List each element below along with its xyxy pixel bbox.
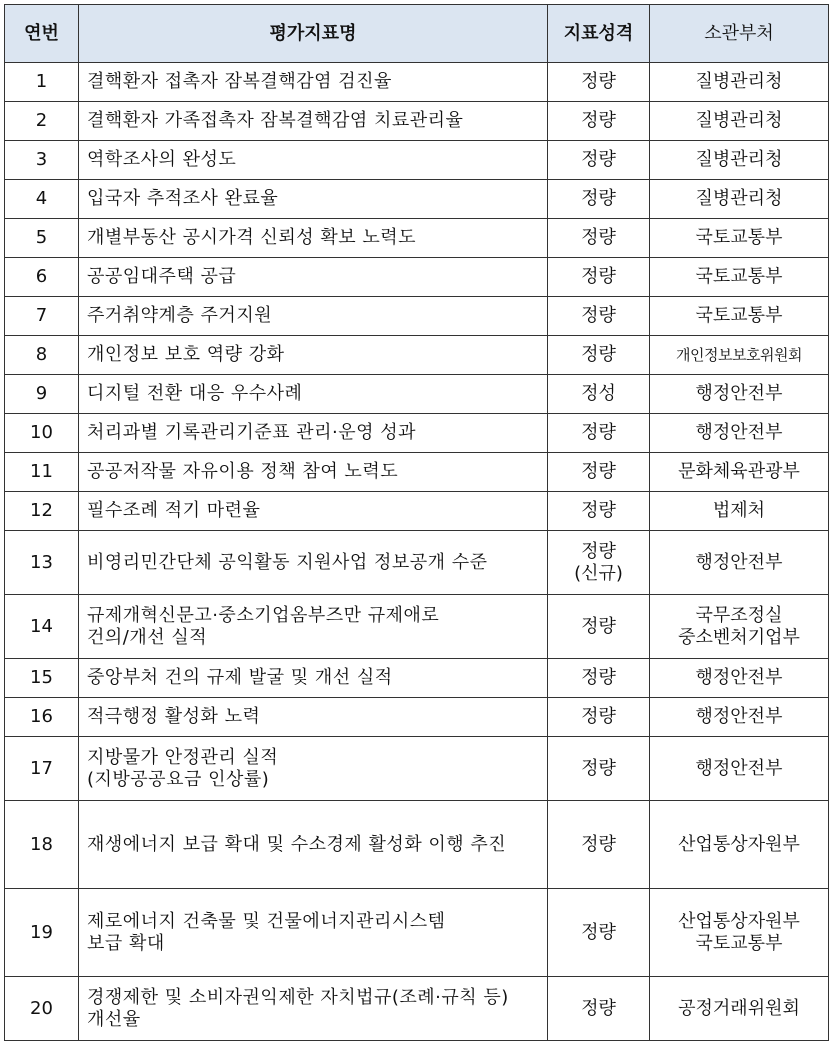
cell-no: 11: [5, 453, 79, 492]
cell-name-line: 비영리민간단체 공익활동 지원사업 정보공개 수준: [87, 551, 488, 573]
cell-dept: [650, 414, 829, 453]
header-row: [5, 5, 829, 63]
cell-dept-line: 국토교통부: [695, 266, 783, 287]
cell-name-line: 주거취약계층 주거지원: [87, 305, 273, 326]
cell-no: 5: [5, 219, 79, 258]
cell-name: [79, 977, 548, 1041]
header-type: 지표성격: [548, 5, 650, 63]
cell-name: [79, 414, 548, 453]
cell-type: [548, 141, 650, 180]
cell-name-line: 개선율: [87, 1008, 141, 1030]
cell-name-line: 건의/개선 실적: [87, 626, 208, 648]
header-name: 평가지표명: [79, 5, 548, 63]
cell-dept-line: 행정안전부: [695, 706, 783, 727]
cell-name: [79, 336, 548, 375]
cell-dept-line: 공정거래위원회: [678, 997, 800, 1019]
cell-type-line: 정량: [581, 833, 616, 855]
table-row: [5, 63, 829, 102]
cell-type-line: 정량: [581, 706, 616, 727]
cell-no: 20: [5, 977, 79, 1041]
table-row: [5, 595, 829, 659]
cell-type: [548, 453, 650, 492]
table-row: [5, 141, 829, 180]
cell-name-line: 제로에너지 건축물 및 건물에너지관리시스템: [87, 910, 446, 932]
cell-name-line: 규제개혁신문고·중소기업옴부즈만 규제애로: [87, 604, 440, 626]
table-row: [5, 737, 829, 801]
cell-name-line: 지방물가 안정관리 실적: [87, 746, 279, 768]
cell-name: [79, 595, 548, 659]
cell-name-line: 적극행정 활성화 노력: [87, 706, 261, 727]
header-no: 연번: [5, 5, 79, 63]
cell-type-line: 정량: [581, 188, 616, 209]
cell-dept-line: 산업통상자원부: [678, 833, 800, 855]
cell-type-line: 정량: [581, 667, 616, 688]
cell-no: 6: [5, 258, 79, 297]
cell-name-line: 디지털 전환 대응 우수사례: [87, 383, 303, 404]
table-row: [5, 297, 829, 336]
cell-dept-line: 개인정보보호위원회: [676, 346, 802, 364]
cell-name: [79, 492, 548, 531]
cell-type-line: 정량: [581, 757, 616, 779]
table-row: [5, 698, 829, 737]
cell-no: 7: [5, 297, 79, 336]
cell-dept: [650, 102, 829, 141]
cell-dept: [650, 492, 829, 531]
cell-type: [548, 977, 650, 1041]
cell-no: 9: [5, 375, 79, 414]
cell-no: 16: [5, 698, 79, 737]
cell-dept: [650, 453, 829, 492]
cell-dept: [650, 698, 829, 737]
cell-type: [548, 258, 650, 297]
cell-dept: [650, 737, 829, 801]
cell-type: [548, 889, 650, 977]
cell-name: [79, 141, 548, 180]
cell-no: 4: [5, 180, 79, 219]
cell-no: 3: [5, 141, 79, 180]
cell-name-line: 역학조사의 완성도: [87, 149, 237, 170]
cell-name: [79, 659, 548, 698]
cell-no: 12: [5, 492, 79, 531]
cell-dept-line: 문화체육관광부: [678, 461, 800, 482]
cell-type-line: 정량: [581, 921, 616, 943]
cell-dept: [650, 63, 829, 102]
cell-dept-line: 법제처: [712, 500, 766, 521]
cell-type-line: 정량: [581, 149, 616, 170]
cell-no: 13: [5, 531, 79, 595]
cell-name-line: 공공임대주택 공급: [87, 266, 237, 287]
cell-type: [548, 102, 650, 141]
cell-dept: [650, 180, 829, 219]
cell-no: 17: [5, 737, 79, 801]
cell-dept-line: 행정안전부: [695, 757, 783, 779]
cell-type-line: 정량: [581, 71, 616, 92]
cell-dept-line: 질병관리청: [695, 149, 783, 170]
table-row: [5, 659, 829, 698]
cell-dept-line: 질병관리청: [695, 110, 783, 131]
cell-no: 19: [5, 889, 79, 977]
cell-type: [548, 180, 650, 219]
table-row: [5, 453, 829, 492]
cell-type: [548, 375, 650, 414]
cell-type: [548, 698, 650, 737]
cell-type-line: 정량: [581, 422, 616, 443]
cell-name-line: 개별부동산 공시가격 신뢰성 확보 노력도: [87, 227, 416, 248]
table-row: [5, 801, 829, 889]
table-row: [5, 180, 829, 219]
cell-type: [548, 659, 650, 698]
cell-type: [548, 531, 650, 595]
cell-no: 14: [5, 595, 79, 659]
cell-name: [79, 180, 548, 219]
cell-dept: [650, 297, 829, 336]
table-row: [5, 492, 829, 531]
cell-name: [79, 531, 548, 595]
table-row: [5, 102, 829, 141]
cell-dept-line: 산업통상자원부: [678, 910, 800, 932]
cell-dept: [650, 659, 829, 698]
cell-type: [548, 414, 650, 453]
cell-type-line: 정량: [581, 266, 616, 287]
cell-dept: [650, 889, 829, 977]
table-row: [5, 977, 829, 1041]
cell-no: 18: [5, 801, 79, 889]
cell-dept-line: 국토교통부: [695, 932, 783, 954]
cell-name-line: 결핵환자 가족접촉자 잠복결핵감염 치료관리율: [87, 110, 464, 131]
cell-dept: [650, 977, 829, 1041]
cell-dept: [650, 595, 829, 659]
cell-type-line: 정량: [581, 227, 616, 248]
cell-type-line: (신규): [574, 562, 623, 584]
cell-type-line: 정량: [581, 500, 616, 521]
cell-dept-line: 행정안전부: [695, 551, 783, 573]
cell-type: [548, 595, 650, 659]
cell-type-line: 정성: [581, 383, 616, 404]
cell-name-line: 재생에너지 보급 확대 및 수소경제 활성화 이행 추진: [87, 833, 507, 855]
table-row: [5, 219, 829, 258]
cell-dept: [650, 219, 829, 258]
cell-dept-line: 중소벤처기업부: [678, 626, 800, 648]
table-row: [5, 336, 829, 375]
cell-type: [548, 63, 650, 102]
cell-name-line: 필수조례 적기 마련율: [87, 500, 261, 521]
cell-dept-line: 행정안전부: [695, 383, 783, 404]
cell-name-line: 공공저작물 자유이용 정책 참여 노력도: [87, 461, 399, 482]
cell-name: [79, 889, 548, 977]
cell-dept: [650, 801, 829, 889]
cell-name-line: 중앙부처 건의 규제 발굴 및 개선 실적: [87, 667, 393, 688]
cell-type: [548, 492, 650, 531]
cell-type: [548, 737, 650, 801]
cell-type-line: 정량: [581, 110, 616, 131]
cell-no: 2: [5, 102, 79, 141]
cell-no: 15: [5, 659, 79, 698]
table-row: [5, 889, 829, 977]
table-body: [5, 63, 829, 1041]
cell-dept-line: 행정안전부: [695, 422, 783, 443]
header-dept: 소관부처: [650, 5, 829, 63]
cell-dept: [650, 141, 829, 180]
table-row: [5, 531, 829, 595]
cell-dept: [650, 531, 829, 595]
cell-name: [79, 698, 548, 737]
cell-dept: [650, 258, 829, 297]
cell-type: [548, 801, 650, 889]
cell-dept-line: 국토교통부: [695, 227, 783, 248]
cell-type: [548, 336, 650, 375]
table-row: [5, 414, 829, 453]
cell-type: [548, 297, 650, 336]
table-row: [5, 375, 829, 414]
cell-name: [79, 375, 548, 414]
cell-name: [79, 258, 548, 297]
cell-dept-line: 국토교통부: [695, 305, 783, 326]
cell-no: 10: [5, 414, 79, 453]
cell-dept-line: 질병관리청: [695, 188, 783, 209]
cell-name: [79, 219, 548, 258]
cell-name: [79, 297, 548, 336]
cell-name-line: 입국자 추적조사 완료율: [87, 188, 279, 209]
cell-name: [79, 453, 548, 492]
cell-dept-line: 국무조정실: [695, 604, 783, 626]
cell-no: 8: [5, 336, 79, 375]
cell-dept: [650, 336, 829, 375]
cell-dept-line: 질병관리청: [695, 71, 783, 92]
table-row: [5, 258, 829, 297]
cell-type-line: 정량: [581, 540, 616, 562]
cell-name: [79, 102, 548, 141]
cell-name: [79, 801, 548, 889]
cell-name-line: 결핵환자 접촉자 잠복결핵감염 검진율: [87, 71, 392, 92]
indicator-table: [4, 4, 829, 1041]
cell-name-line: 보급 확대: [87, 932, 165, 954]
cell-type-line: 정량: [581, 615, 616, 637]
cell-name-line: (지방공공요금 인상률): [87, 768, 270, 790]
cell-name-line: 처리과별 기록관리기준표 관리·운영 성과: [87, 422, 416, 443]
cell-no: 1: [5, 63, 79, 102]
cell-type-line: 정량: [581, 461, 616, 482]
cell-type-line: 정량: [581, 305, 616, 326]
cell-type-line: 정량: [581, 997, 616, 1019]
cell-name-line: 경쟁제한 및 소비자권익제한 자치법규(조례·규칙 등): [87, 986, 509, 1008]
cell-name: [79, 63, 548, 102]
cell-name-line: 개인정보 보호 역량 강화: [87, 344, 285, 365]
cell-type-line: 정량: [581, 344, 616, 365]
cell-dept: [650, 375, 829, 414]
cell-dept-line: 행정안전부: [695, 667, 783, 688]
cell-type: [548, 219, 650, 258]
cell-name: [79, 737, 548, 801]
